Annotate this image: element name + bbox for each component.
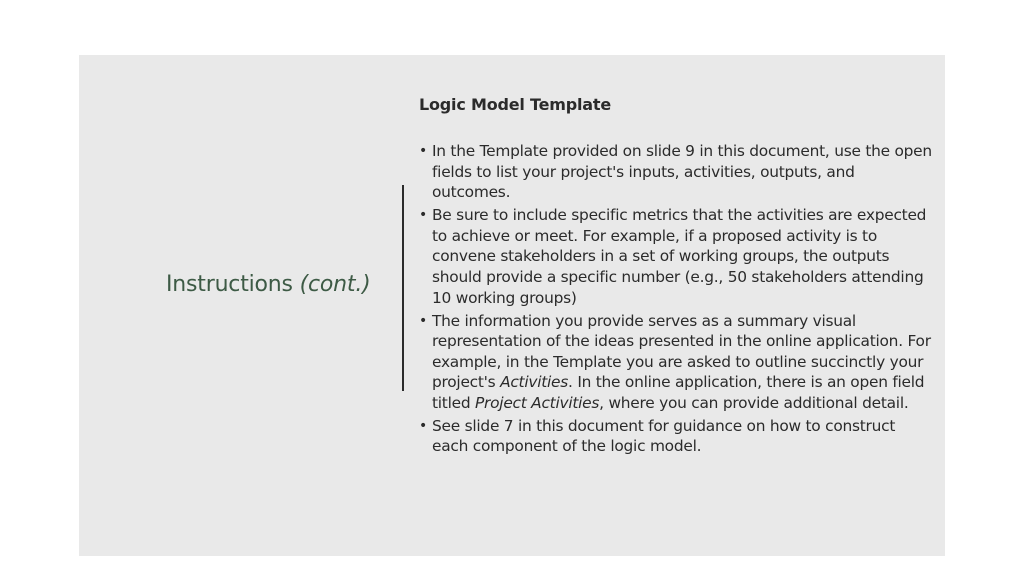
bullet-text-part: . In the online application, there is an open field titled — [432, 373, 925, 412]
bullet-item — [419, 311, 933, 414]
bullet-dot-icon: • — [419, 417, 428, 434]
bullet-text-part: The information you provide serves as a summary visual representation of the ideas presented in the online application. For example, in the Template you are asked to outline succinctly your project's — [432, 311, 931, 392]
vertical-divider — [402, 185, 404, 391]
bullet-list — [419, 141, 933, 457]
bullet-text: Be sure to include specific metrics that the activities are expected to achieve or meet. For example, if a proposed activity is to convene stakeholders in a set of working groups, the outputs should provide a specific number (e.g., 50 stakeholders attending 10 working groups) — [432, 206, 927, 307]
bullet-item — [419, 205, 933, 308]
bullet-item — [419, 416, 933, 457]
bullet-italic-term: Project Activities — [475, 393, 600, 412]
section-title-italic: (cont.) — [299, 272, 371, 297]
bullet-dot-icon: • — [419, 207, 428, 224]
bullet-text: In the Template provided on slide 9 in this document, use the open fields to list your project's inputs, activities, outputs, and outcomes. — [432, 142, 932, 202]
bullet-text-part: , where you can provide additional detail. — [599, 393, 909, 412]
content-heading: Logic Model Template — [419, 95, 612, 114]
bullet-italic-term: Activities — [500, 373, 569, 392]
bullet-dot-icon: • — [419, 143, 428, 159]
bullet-dot-icon: • — [419, 312, 428, 329]
content-area — [419, 94, 933, 459]
bullet-item — [419, 141, 933, 203]
section-title — [166, 272, 371, 297]
bullet-text: See slide 7 in this document for guidance on how to construct each component of the logic model. — [432, 416, 896, 456]
section-title-main: Instructions — [166, 272, 293, 297]
